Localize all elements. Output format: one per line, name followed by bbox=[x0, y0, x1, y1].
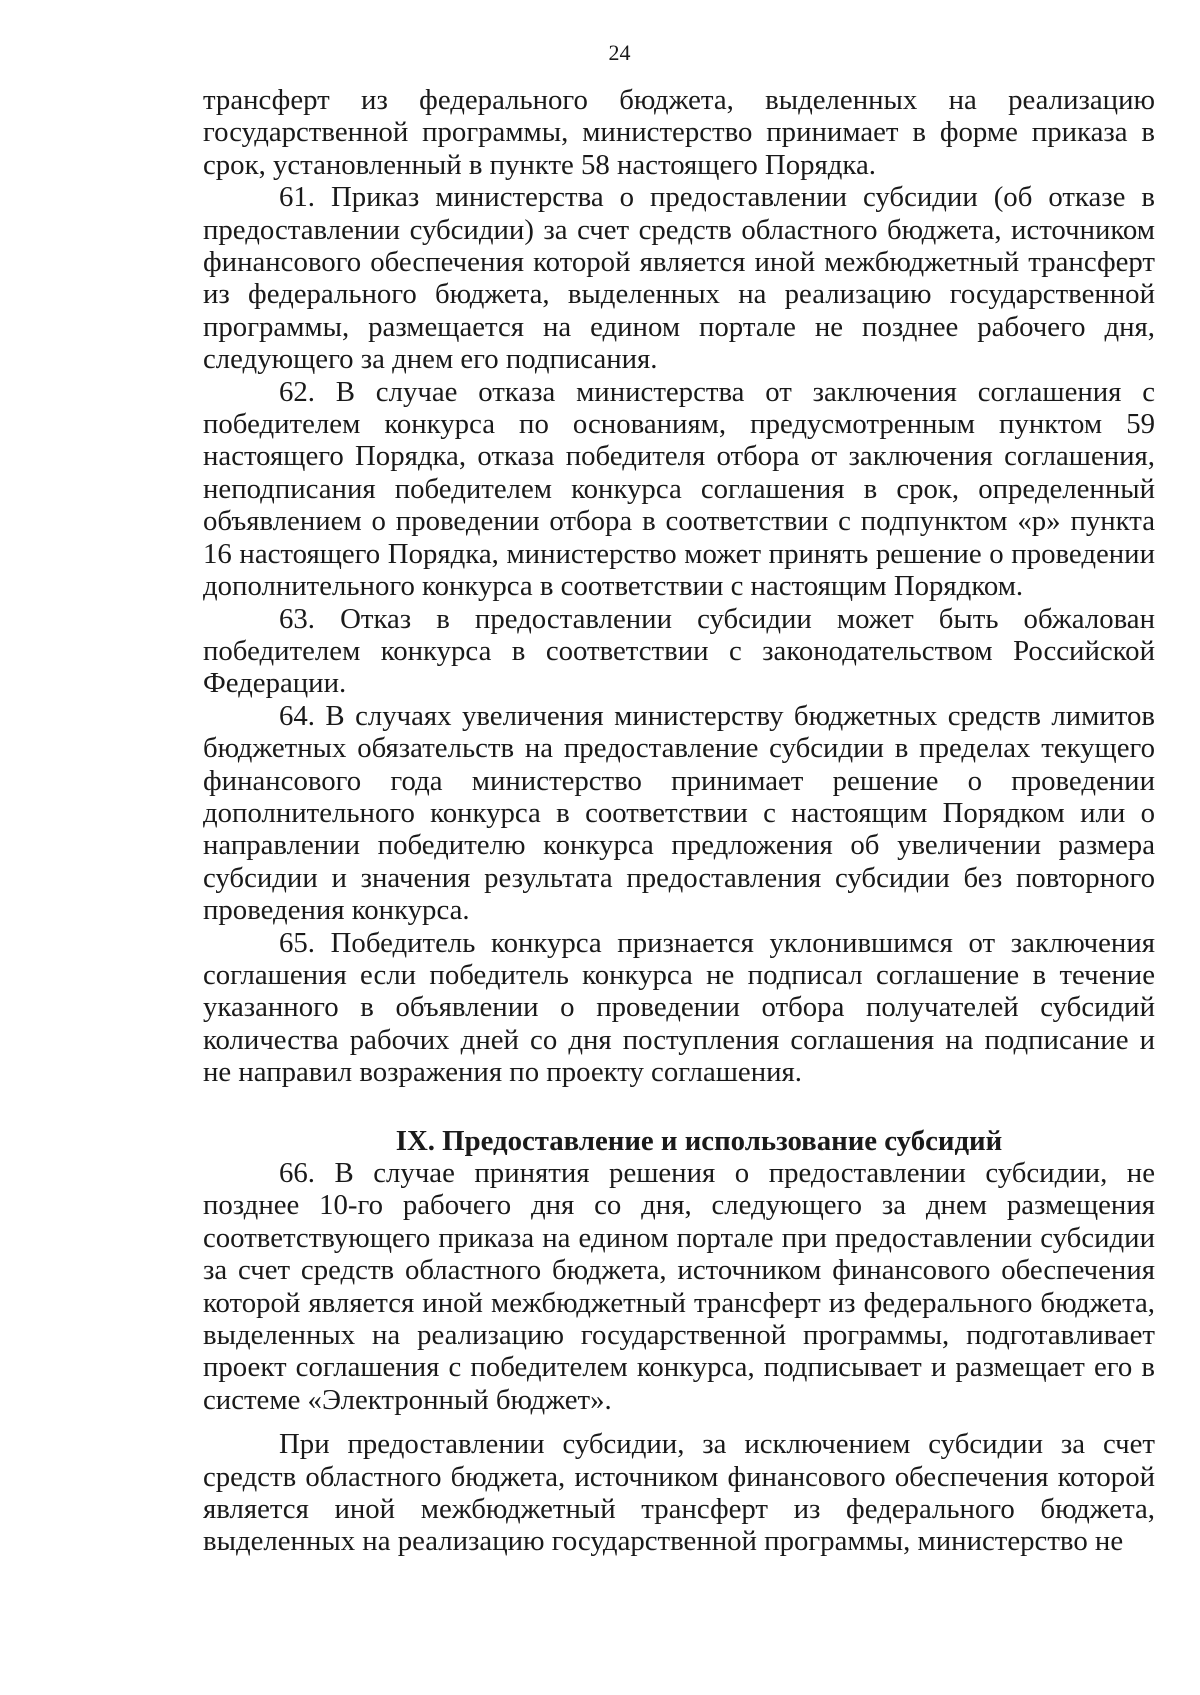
page-number: 24 bbox=[608, 40, 631, 65]
paragraph-64: 64. В случаях увеличения министерству бюджетных средств лимитов бюджетных обязательств на предоставление субсидии в пределах текущего финансового года министерство принимает решение о проведении дополнительного конкурса в соответствии с настоящим Порядком или о направлении победителю конкурса предложения об увеличении размера субсидии и значения результата предоставления субсидии без повторного проведения конкурса. bbox=[203, 699, 1155, 927]
paragraph-final: При предоставлении субсидии, за исключением субсидии за счет средств областного бюджета, источником финансового обеспечения которой является иной межбюджетный трансферт из федерального бюджета, выделенных на реализацию государственной программы, министерство не bbox=[203, 1428, 1155, 1558]
document-body bbox=[203, 84, 1155, 1558]
section-heading: IX. Предоставление и использование субсидий bbox=[395, 1124, 1003, 1157]
paragraph-62: 62. В случае отказа министерства от заключения соглашения с победителем конкурса по основаниям, предусмотренным пунктом 59 настоящего Порядка, отказа победителя отбора от заключения соглашения, неподписания победителем конкурса соглашения в срок, определенный объявлением о проведении отбора в соответствии с подпунктом «р» пункта 16 настоящего Порядка, министерство может принять решение о проведении дополнительного конкурса в соответствии с настоящим Порядком. bbox=[203, 375, 1155, 603]
paragraph-65: 65. Победитель конкурса признается уклонившимся от заключения соглашения если победитель конкурса не подписал соглашение в течение указанного в объявлении о проведении отбора получателей субсидий количества рабочих дней со дня поступления соглашения на подписание и не направил возражения по проекту соглашения. bbox=[203, 926, 1155, 1089]
paragraph-63: 63. Отказ в предоставлении субсидии может быть обжалован победителем конкурса в соответствии с законодательством Российской Федерации. bbox=[203, 602, 1155, 700]
paragraph-66: 66. В случае принятия решения о предоставлении субсидии, не позднее 10-го рабочего дня со дня, следующего за днем размещения соответствующего приказа на едином портале при предоставлении субсидии за счет средств областного бюджета, источником финансового обеспечения которой является иной межбюджетный трансферт из федерального бюджета, выделенных на реализацию государственной программы, подготавливает проект соглашения с победителем конкурса, подписывает и размещает его в системе «Электронный бюджет». bbox=[203, 1157, 1155, 1416]
paragraph-61: 61. Приказ министерства о предоставлении субсидии (об отказе в предоставлении субсидии) за счет средств областного бюджета, источником финансового обеспечения которой является иной межбюджетный трансферт из федерального бюджета, выделенных на реализацию государственной программы, размещается на едином портале не позднее рабочего дня, следующего за днем его подписания. bbox=[203, 181, 1155, 376]
paragraph-continuation: трансферт из федерального бюджета, выделенных на реализацию государственной программы, министерство принимает в форме приказа в срок, установленный в пункте 58 настоящего Порядка. bbox=[203, 84, 1155, 181]
